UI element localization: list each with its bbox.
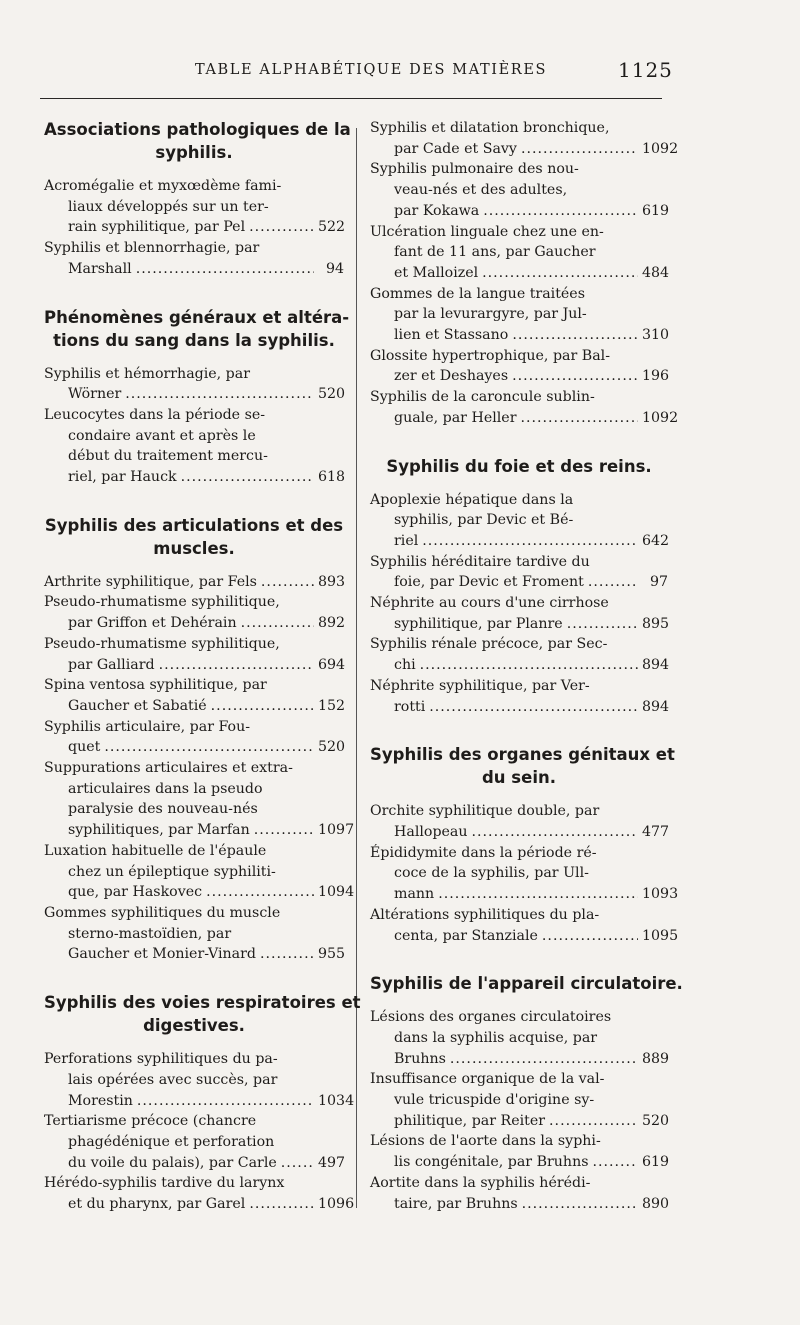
index-entry [44, 572, 344, 593]
entry-reference-line [370, 655, 668, 676]
entry-page-number: 895 [642, 615, 670, 632]
entry-author: et du pharynx, par Garel [68, 1196, 246, 1213]
section-heading [44, 991, 361, 1037]
entry-text-line: articulaires dans la pseudo [68, 780, 263, 797]
dot-leader [211, 696, 314, 717]
dot-leader [254, 820, 314, 841]
dot-leader [483, 201, 638, 222]
entry-text-line: condaire avant et après le [68, 427, 256, 444]
index-entry [370, 490, 668, 552]
entry-text-line: Syphilis et hémorrhagie, par [44, 365, 251, 382]
entry-reference-line [44, 217, 344, 238]
running-header-title: TABLE ALPHABÉTIQUE DES MATIÈRES [195, 62, 548, 78]
entry-text-line: sterno-mastoïdien, par [68, 925, 232, 942]
entry-reference-line [370, 1152, 668, 1173]
entry-text-line: Syphilis pulmonaire des nou- [370, 161, 579, 178]
entry-text-line: Perforations syphilitiques du pa- [44, 1051, 278, 1068]
section-heading-line: tions du sang dans la syphilis. [53, 330, 335, 350]
entry-text-line: paralysie des nouveau-nés [68, 801, 258, 818]
index-entry [370, 118, 679, 159]
entry-page-number: 890 [642, 1195, 670, 1212]
entry-page-number: 1094 [318, 884, 355, 901]
dot-leader [542, 926, 638, 947]
index-section [370, 743, 679, 946]
entry-page-number: 892 [318, 615, 346, 632]
entry-author: par Cade et Savy [394, 140, 517, 157]
entry-text-line: Syphilis héréditaire tardive du [370, 553, 590, 570]
entry-page-number: 893 [318, 573, 346, 590]
index-entry [44, 841, 355, 903]
entry-page-number: 1092 [642, 140, 679, 157]
entry-author: zer et Deshayes [394, 368, 509, 385]
index-entry [370, 634, 668, 675]
entry-reference-line [44, 882, 355, 903]
entry-author: quet [68, 739, 101, 756]
entry-author: syphilitiques, par Marfan [68, 822, 250, 839]
entry-text-line: veau-nés et des adultes, [394, 182, 568, 199]
entry-reference-line [44, 944, 344, 965]
section-heading-line: Syphilis des organes génitaux et [370, 745, 675, 765]
entry-author: et Malloizel [394, 264, 479, 281]
entry-author: rotti [394, 698, 426, 715]
dot-leader [125, 384, 314, 405]
entry-text-line: Syphilis de la caroncule sublin- [370, 389, 595, 406]
entry-reference-line [44, 737, 344, 758]
section-heading [44, 306, 350, 352]
entry-text-line: lais opérées avec succès, par [68, 1071, 278, 1088]
entry-author: que, par Haskovec [68, 884, 203, 901]
section-heading-line: Syphilis du foie et des reins. [386, 456, 652, 476]
entry-page-number: 152 [318, 697, 346, 714]
entry-page-number: 1093 [642, 886, 679, 903]
entry-reference-line [370, 1111, 668, 1132]
entry-author: Arthrite syphilitique, par Fels [44, 573, 257, 590]
index-entry [44, 238, 344, 279]
index-entry [370, 346, 668, 387]
section-heading [370, 455, 668, 478]
entry-page-number: 520 [318, 386, 346, 403]
index-entry [370, 1007, 668, 1069]
entry-text-line: début du traitement mercu- [68, 448, 268, 465]
entry-author: riel, par Hauck [68, 469, 177, 486]
entry-text-line: chez un épileptique syphiliti- [68, 863, 276, 880]
index-entry [370, 387, 679, 428]
entry-reference-line [44, 655, 344, 676]
entry-author: chi [394, 657, 416, 674]
page-number: 1125 [618, 58, 673, 82]
entry-text-line: fant de 11 ans, par Gaucher [394, 244, 596, 261]
entry-reference-line [44, 1153, 344, 1174]
entry-text-line: Gommes syphilitiques du muscle [44, 904, 281, 921]
dot-leader [104, 737, 314, 758]
entry-page-number: 889 [642, 1050, 670, 1067]
dot-leader [549, 1111, 638, 1132]
index-entry [44, 176, 344, 238]
entry-author: Gaucher et Monier-Vinard [68, 946, 256, 963]
section-heading-line: syphilis. [155, 143, 233, 162]
entry-text-line: Glossite hypertrophique, par Bal- [370, 347, 610, 364]
index-entry [370, 1173, 668, 1214]
entry-reference-line [44, 384, 344, 405]
entry-page-number: 1092 [642, 409, 679, 426]
entry-author: philitique, par Reiter [394, 1112, 546, 1129]
entry-reference-line [44, 1091, 355, 1112]
entry-reference-line [44, 820, 355, 841]
dot-leader [521, 139, 638, 160]
entry-page-number: 94 [325, 260, 344, 277]
entry-page-number: 619 [642, 1154, 670, 1171]
index-entry [370, 284, 668, 346]
left-column [44, 118, 361, 1215]
entry-reference-line [370, 263, 668, 284]
section-heading-line: muscles. [153, 538, 235, 558]
section-heading [370, 972, 683, 995]
entry-reference-line [370, 201, 668, 222]
index-entry [370, 593, 668, 634]
entry-page-number: 1097 [318, 822, 355, 839]
entry-text-line: coce de la syphilis, par Ull- [394, 865, 589, 882]
entry-reference-line [370, 139, 679, 160]
index-entry [44, 405, 344, 488]
entry-page-number: 894 [642, 657, 670, 674]
entry-author: riel [394, 532, 419, 549]
entry-author: syphilitique, par Planre [394, 615, 563, 632]
entry-author: rain syphilitique, par Pel [68, 219, 246, 236]
entry-author: lien et Stassano [394, 327, 509, 344]
entry-reference-line [370, 1194, 668, 1215]
entry-page-number: 955 [318, 946, 346, 963]
index-entry [44, 903, 344, 965]
entry-author: Wörner [68, 386, 122, 403]
index-entry [370, 905, 679, 946]
index-entry [44, 717, 344, 758]
entry-text-line: Néphrite au cours d'une cirrhose [370, 595, 609, 612]
section-heading-line: Associations pathologiques de la [44, 120, 351, 139]
dot-leader [522, 1194, 638, 1215]
entry-text-line: phagédénique et perforation [68, 1133, 275, 1150]
column-divider [356, 128, 357, 1208]
entry-page-number: 477 [642, 823, 670, 840]
entry-text-line: Néphrite syphilitique, par Ver- [370, 677, 590, 694]
entry-text-line: dans la syphilis acquise, par [394, 1029, 598, 1046]
entry-reference-line [370, 408, 679, 429]
entry-page-number: 484 [642, 264, 670, 281]
entry-author: par Kokawa [394, 202, 480, 219]
index-entry [44, 364, 344, 405]
dot-leader [137, 1091, 314, 1112]
index-entry [44, 1173, 355, 1214]
entry-text-line: Leucocytes dans la période se- [44, 406, 266, 423]
right-column [370, 118, 683, 1214]
section-heading-line: Syphilis des voies respiratoires et [44, 993, 361, 1013]
entry-reference-line [370, 325, 668, 346]
entry-reference-line [44, 572, 344, 593]
entry-author: taire, par Bruhns [394, 1195, 518, 1212]
section-heading [44, 118, 351, 164]
entry-author: par Griffon et Dehérain [68, 615, 237, 632]
entry-author: mann [394, 886, 435, 903]
dot-leader [260, 944, 314, 965]
entry-reference-line [44, 259, 344, 280]
entry-page-number: 1095 [642, 927, 679, 944]
dot-leader [206, 882, 314, 903]
dot-leader [593, 1152, 639, 1173]
entry-page-number: 522 [318, 219, 346, 236]
entry-text-line: Insuffisance organique de la val- [370, 1071, 605, 1088]
entry-reference-line [44, 467, 344, 488]
dot-leader [241, 613, 314, 634]
index-entry [370, 801, 668, 842]
entry-reference-line [370, 614, 668, 635]
dot-leader [281, 1153, 314, 1174]
entry-page-number: 196 [642, 368, 670, 385]
dot-leader [482, 263, 638, 284]
entry-author: Morestin [68, 1092, 133, 1109]
index-entry [370, 159, 668, 221]
entry-text-line: Suppurations articulaires et extra- [44, 760, 293, 777]
entry-text-line: Lésions de l'aorte dans la syphi- [370, 1133, 601, 1150]
index-section [44, 514, 355, 965]
entry-text-line: Aortite dans la syphilis hérédi- [370, 1174, 591, 1191]
dot-leader [261, 572, 314, 593]
entry-author: Hallopeau [394, 823, 468, 840]
entry-reference-line [370, 1049, 668, 1070]
index-entry [44, 1049, 355, 1111]
section-heading-line: Phénomènes généraux et altéra- [44, 307, 350, 327]
entry-text-line: Acromégalie et myxœdème fami- [44, 178, 282, 194]
entry-reference-line [370, 366, 668, 387]
index-section [44, 118, 351, 280]
entry-text-line: Tertiarisme précoce (chancre [44, 1113, 257, 1130]
dot-leader [567, 614, 638, 635]
entry-author: guale, par Heller [394, 409, 517, 426]
section-heading [44, 514, 344, 560]
section-heading-line: Syphilis de l'appareil circulatoire. [370, 974, 683, 994]
dot-leader [472, 822, 638, 843]
dot-leader [438, 884, 638, 905]
entry-text-line: Syphilis et dilatation bronchique, [370, 120, 610, 136]
entry-reference-line [44, 613, 344, 634]
entry-text-line: Luxation habituelle de l'épaule [44, 842, 267, 859]
entry-page-number: 619 [642, 202, 670, 219]
entry-text-line: Pseudo-rhumatisme syphilitique, [44, 594, 280, 611]
entry-author: Gaucher et Sabatié [68, 697, 207, 714]
entry-page-number: 520 [318, 739, 346, 756]
entry-text-line: Apoplexie hépatique dans la [370, 491, 574, 508]
section-heading-line: digestives. [143, 1016, 245, 1036]
entry-reference-line [370, 926, 679, 947]
entry-text-line: Syphilis et blennorrhagie, par [44, 240, 260, 257]
dot-leader [512, 366, 638, 387]
dot-leader [249, 217, 314, 238]
index-entry [44, 758, 355, 841]
entry-text-line: liaux développés sur un ter- [68, 198, 269, 215]
section-heading [370, 743, 675, 789]
index-entry [370, 552, 668, 593]
entry-text-line: Épididymite dans la période ré- [370, 844, 597, 861]
entry-author: Marshall [68, 260, 132, 277]
dot-leader [588, 572, 638, 593]
index-section [370, 972, 683, 1214]
entry-page-number: 894 [642, 698, 670, 715]
entry-page-number: 1034 [318, 1092, 355, 1109]
index-entry [370, 1069, 668, 1131]
dot-leader [429, 697, 638, 718]
index-entry [44, 1111, 344, 1173]
dot-leader [450, 1049, 638, 1070]
entry-text-line: Pseudo-rhumatisme syphilitique, [44, 635, 280, 652]
section-heading-line: Syphilis des articulations et des [44, 515, 344, 535]
dot-leader [136, 259, 314, 280]
entry-page-number: 97 [649, 574, 668, 591]
entry-text-line: vule tricuspide d'origine sy- [394, 1092, 595, 1109]
entry-page-number: 618 [318, 469, 346, 486]
entry-text-line: Spina ventosa syphilitique, par [44, 677, 267, 694]
dot-leader [181, 467, 314, 488]
index-section [44, 306, 350, 488]
entry-page-number: 1096 [318, 1196, 355, 1213]
header-rule [40, 98, 662, 99]
entry-page-number: 520 [642, 1112, 670, 1129]
entry-text-line: Orchite syphilitique double, par [370, 803, 600, 820]
dot-leader [422, 531, 638, 552]
entry-author: Bruhns [394, 1050, 446, 1067]
entry-reference-line [370, 697, 668, 718]
index-entry [370, 1131, 668, 1172]
entry-reference-line [370, 531, 668, 552]
entry-text-line: Gommes de la langue traitées [370, 285, 585, 302]
index-entry [44, 675, 344, 716]
entry-text-line: syphilis, par Devic et Bé- [394, 512, 574, 529]
entry-author: du voile du palais), par Carle [68, 1154, 277, 1171]
entry-text-line: Syphilis articulaire, par Fou- [44, 718, 251, 735]
entry-page-number: 310 [642, 327, 670, 344]
dot-leader [420, 655, 638, 676]
entry-text-line: Hérédo-syphilis tardive du larynx [44, 1175, 285, 1192]
entry-reference-line [370, 822, 668, 843]
entry-reference-line [44, 696, 344, 717]
index-entry [370, 843, 679, 905]
entry-page-number: 694 [318, 656, 346, 673]
dot-leader [521, 408, 639, 429]
entry-reference-line [370, 572, 668, 593]
index-entry [370, 222, 668, 284]
dot-leader [249, 1194, 314, 1215]
index-section [370, 118, 679, 429]
entry-author: lis congénitale, par Bruhns [394, 1154, 589, 1171]
index-section [44, 991, 361, 1215]
entry-reference-line [370, 884, 679, 905]
entry-reference-line [44, 1194, 355, 1215]
dot-leader [512, 325, 638, 346]
index-entry [44, 592, 344, 633]
entry-author: centa, par Stanziale [394, 927, 538, 944]
dot-leader [159, 655, 314, 676]
entry-text-line: par la levurargyre, par Jul- [394, 306, 587, 323]
entry-author: par Galliard [68, 656, 155, 673]
section-heading-line: du sein. [482, 768, 556, 788]
index-entry [370, 676, 668, 717]
entry-text-line: Lésions des organes circulatoires [370, 1009, 612, 1026]
index-section [370, 455, 668, 718]
entry-page-number: 642 [642, 532, 670, 549]
index-entry [44, 634, 344, 675]
entry-text-line: Ulcération linguale chez une en- [370, 223, 604, 240]
entry-page-number: 497 [318, 1154, 346, 1171]
entry-text-line: Altérations syphilitiques du pla- [370, 906, 600, 923]
entry-text-line: Syphilis rénale précoce, par Sec- [370, 636, 608, 653]
entry-author: foie, par Devic et Froment [394, 574, 584, 591]
